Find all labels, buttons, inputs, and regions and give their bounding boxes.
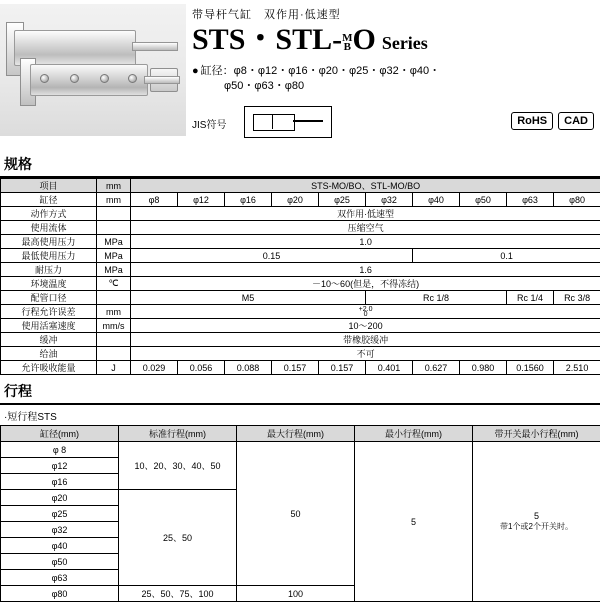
title-main-text: STS・STL- (192, 23, 342, 56)
spec-row-unit: MPa (97, 249, 131, 263)
bullet-icon: ● (192, 63, 199, 79)
title-sub-bottom: B (344, 41, 351, 53)
table-row (1, 179, 600, 193)
spec-bore-cell: φ40 (413, 193, 460, 207)
stroke-table (0, 425, 600, 602)
table-row (1, 347, 600, 361)
table-row (1, 305, 600, 319)
stroke-standard-1: 10、20、30、40、50 (119, 442, 237, 490)
stroke-bore-cell: φ25 (1, 506, 119, 522)
table-row (1, 291, 600, 305)
stroke-switch-min-cell (473, 442, 600, 602)
spec-bore-cell: φ63 (507, 193, 554, 207)
spec-col-item: 项目 (1, 179, 97, 193)
spec-bore-cell: φ16 (225, 193, 272, 207)
stroke-bore-cell: φ40 (1, 538, 119, 554)
spec-section-title: 规格 (4, 154, 600, 174)
table-row (1, 277, 600, 291)
spec-bore-cell: φ8 (131, 193, 178, 207)
spec-row-label: 使用活塞速度 (1, 319, 97, 333)
spec-pipe-2: Rc 1/8 (366, 291, 507, 305)
stroke-bore-cell: φ 8 (1, 442, 119, 458)
stroke-switch-note: 带1个或2个开关时。 (475, 521, 598, 532)
spec-row-label: 动作方式 (1, 207, 97, 221)
spec-bore-cell: φ12 (178, 193, 225, 207)
spec-row-label: 缸径 (1, 193, 97, 207)
spec-row-value: 不可 (131, 347, 600, 361)
energy-cell: 2.510 (554, 361, 600, 375)
spec-row-unit: J (97, 361, 131, 375)
header (0, 0, 600, 148)
spec-row-value: 1.6 (131, 263, 600, 277)
spec-row-unit (97, 333, 131, 347)
spec-bore-cell: φ80 (554, 193, 600, 207)
stroke-max-1: 50 (237, 442, 355, 586)
title-area (192, 6, 596, 94)
spec-bore-cell: φ25 (319, 193, 366, 207)
table-row (1, 221, 600, 235)
spec-row-label: 行程允许误差 (1, 305, 97, 319)
stroke-bore-cell: φ16 (1, 474, 119, 490)
spec-row-value: 10～200 (131, 319, 600, 333)
spec-row-label: 最低使用压力 (1, 249, 97, 263)
stroke-header-bore: 缸径(mm) (1, 426, 119, 442)
spec-row-value: 带橡胶缓冲 (131, 333, 600, 347)
stroke-header-max: 最大行程(mm) (237, 426, 355, 442)
spec-row-unit: MPa (97, 235, 131, 249)
stroke-bore-cell: φ12 (1, 458, 119, 474)
energy-cell: 0.401 (366, 361, 413, 375)
spec-row-unit: mm (97, 193, 131, 207)
spec-bore-cell: φ50 (460, 193, 507, 207)
energy-cell: 0.088 (225, 361, 272, 375)
stroke-standard-2: 25、50 (119, 490, 237, 586)
tolerance-sub: 0 (132, 311, 599, 318)
cad-badge: CAD (558, 112, 594, 130)
stroke-header-standard: 标准行程(mm) (119, 426, 237, 442)
spec-row-unit (97, 347, 131, 361)
stroke-switch-min-value: 5 (475, 511, 598, 521)
table-row (1, 333, 600, 347)
energy-cell: 0.029 (131, 361, 178, 375)
spec-pipe-4: Rc 3/8 (554, 291, 600, 305)
spec-row-unit: MPa (97, 263, 131, 277)
stroke-bore-cell: φ20 (1, 490, 119, 506)
spec-row-label: 使用流体 (1, 221, 97, 235)
spec-row-unit (97, 207, 131, 221)
product-photo (0, 4, 186, 136)
tolerance-sup: +2.0 (132, 306, 599, 313)
table-row (1, 319, 600, 333)
energy-cell: 0.056 (178, 361, 225, 375)
title-sub-top: M (342, 32, 352, 44)
stroke-subhead: ·短行程STS (4, 408, 600, 423)
stroke-bore-cell: φ63 (1, 570, 119, 586)
page-title (192, 24, 596, 56)
bore-label: 缸径： (201, 63, 234, 79)
spec-row-value: －10～60(但是，不得冻结) (131, 277, 600, 291)
bore-values-1: φ8・φ12・φ16・φ20・φ25・φ32・φ40・ (234, 63, 440, 79)
stroke-max-2: 100 (237, 586, 355, 602)
spec-table (0, 178, 600, 375)
stroke-standard-3: 25、50、75、100 (119, 586, 237, 602)
energy-cell: 0.157 (319, 361, 366, 375)
spec-pipe-1: M5 (131, 291, 366, 305)
spec-row-label: 环境温度 (1, 277, 97, 291)
table-row (1, 193, 600, 207)
table-row (1, 235, 600, 249)
title-mb-stack (342, 34, 352, 52)
energy-cell: 0.1560 (507, 361, 554, 375)
certification-badges (511, 112, 594, 130)
table-row (1, 361, 600, 375)
rohs-badge: RoHS (511, 112, 553, 130)
spec-row-value-a: 0.15 (131, 249, 413, 263)
table-row (1, 426, 600, 442)
jis-symbol-diagram (244, 106, 332, 138)
stroke-bore-cell: φ50 (1, 554, 119, 570)
spec-row-value (131, 305, 600, 319)
table-row (1, 249, 600, 263)
spec-col-unit: mm (97, 179, 131, 193)
table-row (1, 207, 600, 221)
energy-cell: 0.157 (272, 361, 319, 375)
spec-row-value: 压缩空气 (131, 221, 600, 235)
spec-row-label: 允许吸收能量 (1, 361, 97, 375)
spec-row-label: 给油 (1, 347, 97, 361)
stroke-header-min: 最小行程(mm) (355, 426, 473, 442)
title-o: O (352, 23, 375, 56)
spec-row-value: 双作用·低速型 (131, 207, 600, 221)
stroke-min: 5 (355, 442, 473, 602)
header-subtitle: 带导杆气缸 双作用·低速型 (192, 6, 596, 22)
spec-row-unit: mm/s (97, 319, 131, 333)
bore-line-2 (192, 79, 596, 94)
spec-bore-cell: φ32 (366, 193, 413, 207)
stroke-section-title: 行程 (4, 381, 600, 401)
stroke-bore-cell: φ80 (1, 586, 119, 602)
stroke-bore-cell: φ32 (1, 522, 119, 538)
spec-row-value: 1.0 (131, 235, 600, 249)
spec-row-label: 配管口径 (1, 291, 97, 305)
jis-label: JIS符号 (192, 116, 226, 131)
energy-cell: 0.980 (460, 361, 507, 375)
bore-line-1 (192, 63, 596, 79)
stroke-header-switch-min: 带开关最小行程(mm) (473, 426, 600, 442)
bore-values-2: φ50・φ63・φ80 (224, 80, 304, 92)
spec-row-label: 耐压力 (1, 263, 97, 277)
spec-row-label: 最高使用压力 (1, 235, 97, 249)
spec-bore-cell: φ20 (272, 193, 319, 207)
spec-row-value-b: 0.1 (413, 249, 600, 263)
spec-pipe-3: Rc 1/4 (507, 291, 554, 305)
energy-cell: 0.627 (413, 361, 460, 375)
table-row (1, 263, 600, 277)
table-row (1, 442, 600, 458)
spec-row-unit (97, 291, 131, 305)
spec-group-header: STS-MO/BO、STL-MO/BO (131, 179, 600, 193)
spec-row-label: 缓冲 (1, 333, 97, 347)
series-word: Series (382, 33, 428, 53)
spec-row-unit (97, 221, 131, 235)
stroke-rule (0, 403, 600, 405)
spec-row-unit: ℃ (97, 277, 131, 291)
spec-row-unit: mm (97, 305, 131, 319)
